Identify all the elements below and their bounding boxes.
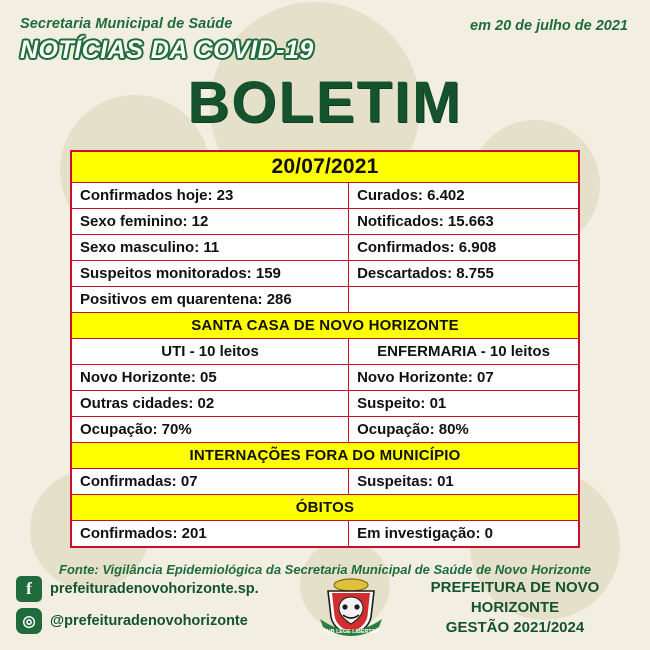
- noticias-covid-heading: NOTÍCIAS DA COVID-19: [20, 36, 314, 64]
- table-row: [71, 261, 579, 287]
- section-obitos: ÓBITOS: [71, 495, 579, 521]
- prefeitura-block: [396, 578, 634, 639]
- cell-uti-ocupacao: Ocupação: 70%: [71, 417, 349, 443]
- cell-curados: Curados: 6.402: [349, 183, 579, 209]
- header-row: [0, 0, 650, 34]
- instagram-row[interactable]: [16, 608, 306, 634]
- cell-positivos-quarentena: Positivos em quarentena: 286: [71, 287, 349, 313]
- header-date: em 20 de julho de 2021: [470, 18, 628, 34]
- instagram-handle[interactable]: @prefeituradenovohorizonte: [50, 613, 248, 629]
- table-row: [71, 521, 579, 547]
- section-santa-casa: SANTA CASA DE NOVO HORIZONTE: [71, 313, 579, 339]
- table-row: [71, 365, 579, 391]
- table-date-header: 20/07/2021: [71, 151, 579, 183]
- cell-internacoes-confirmadas: Confirmadas: 07: [71, 469, 349, 495]
- section-internacoes: INTERNAÇÕES FORA DO MUNICÍPIO: [71, 443, 579, 469]
- instagram-icon[interactable]: ◎: [16, 608, 42, 634]
- table-row: [71, 209, 579, 235]
- cell-obitos-confirmados: Confirmados: 201: [71, 521, 349, 547]
- facebook-icon[interactable]: f: [16, 576, 42, 602]
- facebook-handle[interactable]: prefeituradenovohorizonte.sp.: [50, 581, 259, 597]
- city-crest-icon: [306, 577, 396, 639]
- cell-sexo-feminino: Sexo feminino: 12: [71, 209, 349, 235]
- cell-confirmados-total: Confirmados: 6.908: [349, 235, 579, 261]
- covid-table: [70, 150, 580, 548]
- table-row: [71, 235, 579, 261]
- table-row: [71, 417, 579, 443]
- cell-obitos-investigacao: Em investigação: 0: [349, 521, 579, 547]
- cell-enfermaria-ocupacao: Ocupação: 80%: [349, 417, 579, 443]
- cell-descartados: Descartados: 8.755: [349, 261, 579, 287]
- cell-uti-novo-horizonte: Novo Horizonte: 05: [71, 365, 349, 391]
- cell-confirmados-hoje: Confirmados hoje: 23: [71, 183, 349, 209]
- cell-uti-leitos: UTI - 10 leitos: [71, 339, 349, 365]
- cell-internacoes-suspeitas: Suspeitas: 01: [349, 469, 579, 495]
- table-row: [71, 443, 579, 469]
- cell-enfermaria-suspeito: Suspeito: 01: [349, 391, 579, 417]
- cell-enfermaria-leitos: ENFERMARIA - 10 leitos: [349, 339, 579, 365]
- table-row: [71, 391, 579, 417]
- prefeitura-name: PREFEITURA DE NOVO HORIZONTE: [430, 578, 600, 616]
- social-links: [16, 576, 306, 640]
- source-note: Fonte: Vigilância Epidemiológica da Secretaria Municipal de Saúde de Novo Horizonte: [59, 561, 591, 577]
- footer: [0, 576, 650, 640]
- table-row: [71, 495, 579, 521]
- cell-enfermaria-novo-horizonte: Novo Horizonte: 07: [349, 365, 579, 391]
- cell-uti-outras-cidades: Outras cidades: 02: [71, 391, 349, 417]
- svg-text:SUB LEGE LIBERTAS: SUB LEGE LIBERTAS: [323, 629, 379, 635]
- table-row: [71, 183, 579, 209]
- table-row: [71, 469, 579, 495]
- prefeitura-gestao: GESTÃO 2021/2024: [445, 619, 585, 637]
- table-row: [71, 339, 579, 365]
- cell-empty: [349, 287, 579, 313]
- facebook-row[interactable]: [16, 576, 306, 602]
- table-row: [71, 313, 579, 339]
- cell-sexo-masculino: Sexo masculino: 11: [71, 235, 349, 261]
- cell-suspeitos-monitorados: Suspeitos monitorados: 159: [71, 261, 349, 287]
- table-row: [71, 287, 579, 313]
- cell-notificados: Notificados: 15.663: [349, 209, 579, 235]
- table-row: [71, 151, 579, 183]
- page-title: BOLETIM: [187, 70, 463, 135]
- secretaria-label: Secretaria Municipal de Saúde: [20, 16, 233, 32]
